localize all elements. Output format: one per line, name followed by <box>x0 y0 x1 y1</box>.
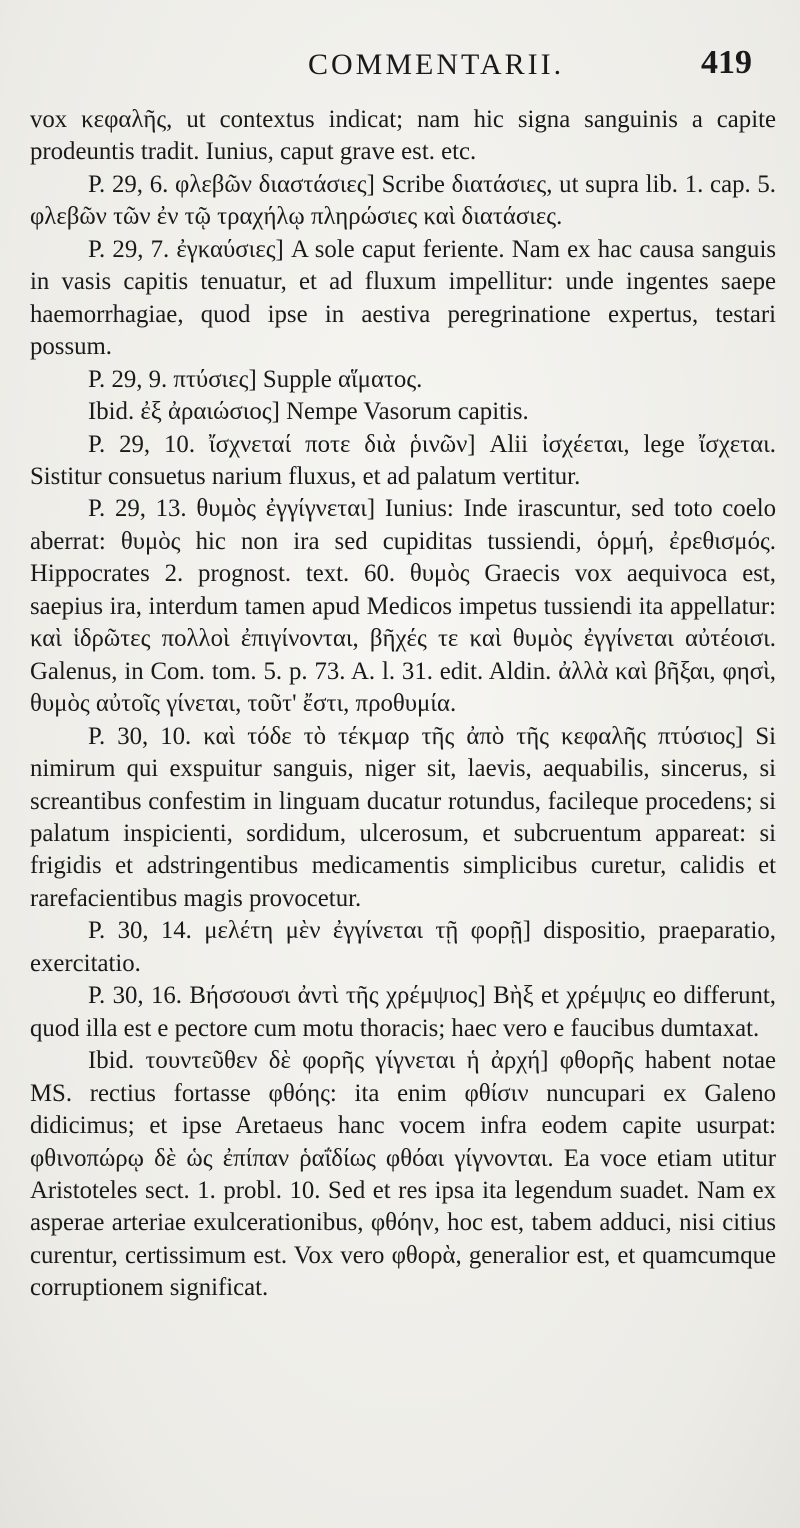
page-number: 419 <box>701 44 752 81</box>
paragraph: P. 29, 13. θυμὸς ἐγγίγνεται] Iunius: Inde irascuntur, sed toto coelo aberrat: θυμὸς hic non ira sed cupiditas tussiendi, ὁρμή, ἐρεθισμός. Hippocrates 2. prognost. text. 60. θυμὸς Graecis vox aequivoca est, saepius ira, interdum tamen apud Medicos impetus tussiendi ita appellatur: καὶ ἱδρῶτες πολλοὶ ἐπιγίνονται, βῆχές τε καὶ θυμὸς ἐγγίνεται αὐτέοισι. Galenus, in Com. tom. 5. p. 73. A. l. 31. edit. Aldin. ἀλλὰ καὶ βῆξαι, φησὶ, θυμὸς αὐτοῖς γίνεται, τοῦτ' ἔστι, προθυμία. <box>30 495 776 718</box>
page-header <box>40 44 760 92</box>
paragraph: P. 30, 10. καὶ τόδε τὸ τέκμαρ τῆς ἀπὸ τῆς κεφαλῆς πτύσιος] Si nimirum qui exspuitur sanguis, niger sit, laevis, aequabilis, sincerus, si screantibus confestim in linguam ducatur rotundus, facileque procedens; si palatum inspicienti, sordidum, ulcerosum, et subcruentum appareat: si frigidis et adstringentibus medicamentis simplicibus curetur, calidis et rarefacientibus magis provocetur. <box>30 722 776 912</box>
paragraph: P. 29, 7. ἐγκαύσιες] A sole caput feriente. Nam ex hac causa sanguis in vasis capitis tenuatur, et ad fluxum impellitur: unde ingentes saepe haemorrhagiae, quod ipse in aestiva peregrinatione expertus, testari possum. <box>30 235 776 361</box>
paragraph: vox κεφαλῆς, ut contextus indicat; nam hic signa sanguinis a capite prodeuntis tradit. Iunius, caput grave est. etc. <box>30 106 776 166</box>
paragraph: Ibid. τουντεῦθεν δὲ φορῆς γίγνεται ἡ ἀρχή] φθορῆς habent notae MS. rectius fortasse φθόης: ita enim φθίσιν nuncupari ex Galeno didicimus; et ipse Aretaeus hanc vocem infra eodem capite usurpat: φθινοπώρῳ δὲ ὡς ἐπίπαν ῥαΐδίως φθόαι γίγνονται. Ea voce etiam utitur Aristoteles sect. 1. probl. 10. Sed et res ipsa ita legendum suadet. Nam ex asperae arteriae exulcerationibus, φθόην, hoc est, tabem adduci, nisi citius curentur, certissimum est. Vox vero φθορὰ, generalior est, et quamcumque corruptionem significat. <box>30 1047 776 1302</box>
paragraph: Ibid. ἐξ ἀραιώσιος] Nempe Vasorum capitis. <box>88 398 529 426</box>
commentary-body <box>30 104 776 1305</box>
paragraph: P. 29, 9. πτύσιες] Supple αἵματος. <box>88 365 423 393</box>
paragraph: P. 29, 6. φλεβῶν διαστάσιες] Scribe διατάσιες, ut supra lib. 1. cap. 5. φλεβῶν τῶν ἐν τῷ τραχήλῳ πληρώσιες καὶ διατάσιες. <box>30 170 776 231</box>
running-title: COMMENTARII. <box>308 48 565 81</box>
paragraph: P. 29, 10. ἴσχνεταί ποτε διὰ ῥινῶν] Alii ἰσχέεται, lege ἴσχεται. Sistitur consuetus narium fluxus, et ad palatum vertitur. <box>30 430 776 490</box>
paragraph: P. 30, 16. Βήσσουσι ἀντὶ τῆς χρέμψιος] Βὴξ et χρέμψις eo differunt, quod illa est e pectore cum motu thoracis; haec vero e faucibus dumtaxat. <box>30 982 776 1042</box>
paragraph: P. 30, 14. μελέτη μὲν ἐγγίνεται τῇ φορῇ] dispositio, praeparatio, exercitatio. <box>30 917 776 977</box>
